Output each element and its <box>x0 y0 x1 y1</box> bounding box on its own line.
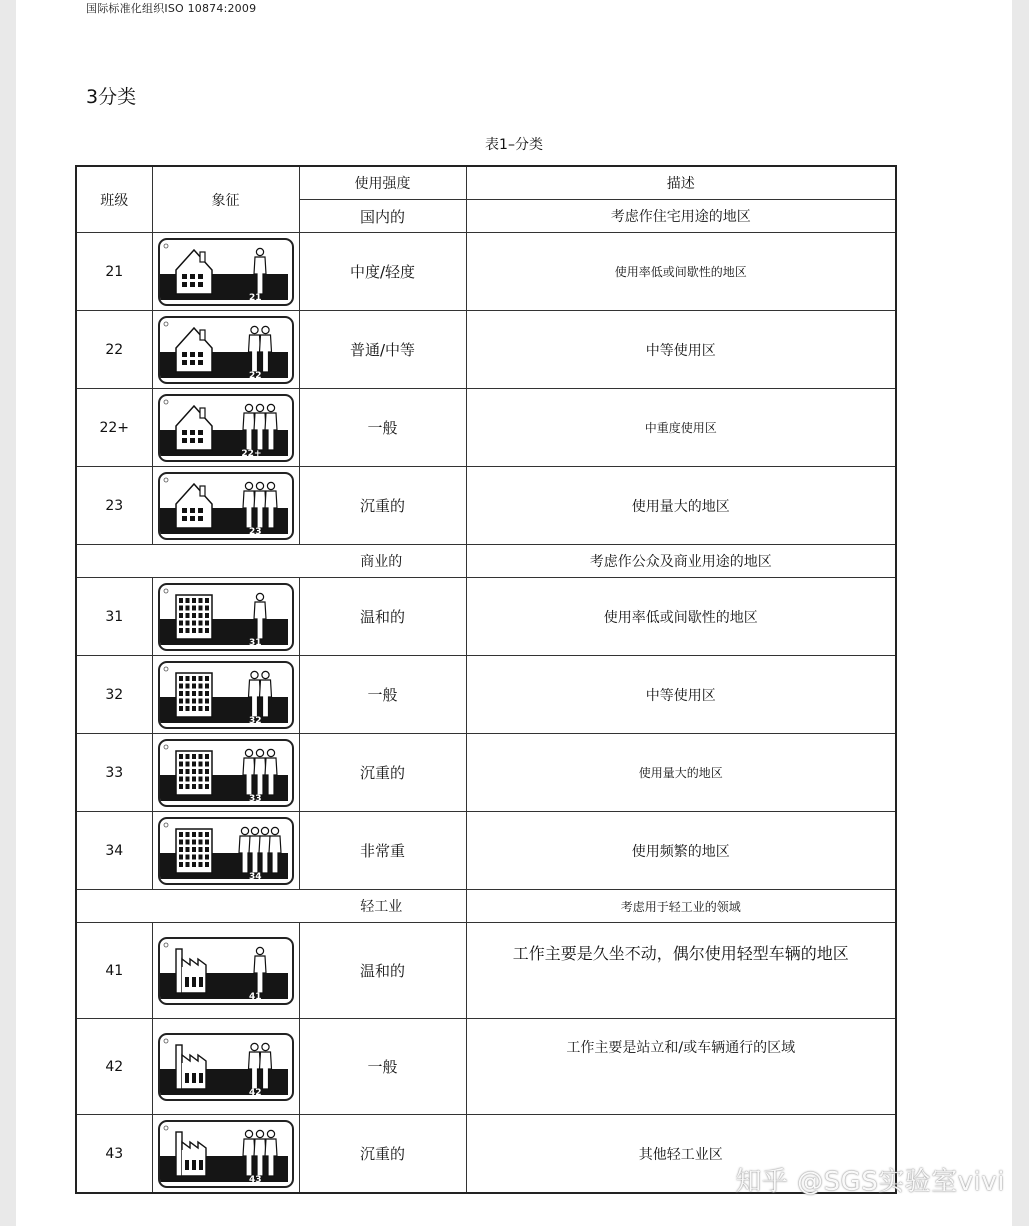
office-icon <box>176 829 212 873</box>
section-description: 考虑用于轻工业的领域 <box>466 890 896 923</box>
house-icon <box>176 484 212 528</box>
class-number: 23 <box>76 467 152 545</box>
table-row <box>76 389 896 467</box>
description: 使用频繁的地区 <box>466 812 896 890</box>
class-number: 22 <box>76 311 152 389</box>
class-number: 32 <box>76 656 152 734</box>
class-number: 43 <box>76 1115 152 1194</box>
classification-pictogram <box>160 585 288 645</box>
class-symbol <box>152 1019 299 1115</box>
section-intensity-label: 国内的 <box>299 200 466 233</box>
table-row <box>76 923 896 1019</box>
classification-pictogram <box>160 1035 288 1095</box>
class-symbol <box>152 311 299 389</box>
class-number: 42 <box>76 1019 152 1115</box>
corner-mark <box>164 667 168 671</box>
pictogram-class-number: 22+ <box>241 448 262 459</box>
section-title: 3分类 <box>86 86 137 108</box>
use-intensity: 温和的 <box>299 923 466 1019</box>
use-intensity: 一般 <box>299 1019 466 1115</box>
class-symbol <box>152 734 299 812</box>
use-intensity: 沉重的 <box>299 1115 466 1194</box>
header-symbol: 象征 <box>152 166 299 233</box>
table-row <box>76 578 896 656</box>
description: 工作主要是久坐不动，偶尔使用轻型车辆的地区 <box>466 923 896 1019</box>
class-symbol <box>152 389 299 467</box>
office-icon <box>176 673 212 717</box>
section-intensity-label: 轻工业 <box>76 890 466 923</box>
section-description: 考虑作公众及商业用途的地区 <box>466 545 896 578</box>
corner-mark <box>164 589 168 593</box>
house-icon <box>176 406 212 450</box>
factory-icon <box>176 949 206 993</box>
classification-pictogram <box>160 240 288 300</box>
classification-pictogram <box>160 663 288 723</box>
classification-pictogram <box>160 819 288 879</box>
class-number: 21 <box>76 233 152 311</box>
corner-mark <box>164 244 168 248</box>
office-icon <box>176 751 212 795</box>
factory-icon <box>176 1045 206 1089</box>
section-intensity-label: 商业的 <box>76 545 466 578</box>
class-symbol <box>152 656 299 734</box>
use-intensity: 普通/中等 <box>299 311 466 389</box>
header-class: 班级 <box>76 166 152 233</box>
description: 其他轻工业区 <box>466 1115 896 1194</box>
classification-pictogram <box>160 318 288 378</box>
corner-mark <box>164 1126 168 1130</box>
table-row <box>76 311 896 389</box>
class-symbol <box>152 1115 299 1194</box>
class-symbol <box>152 812 299 890</box>
pictogram-class-number: 31 <box>248 637 262 648</box>
class-symbol <box>152 233 299 311</box>
description: 中等使用区 <box>466 311 896 389</box>
house-icon <box>176 328 212 372</box>
class-number: 22+ <box>76 389 152 467</box>
section-description: 考虑作住宅用途的地区 <box>466 200 896 233</box>
description: 使用率低或间歇性的地区 <box>466 233 896 311</box>
class-number: 33 <box>76 734 152 812</box>
pictogram-class-number: 21 <box>248 292 262 303</box>
header-intensity: 使用强度 <box>299 166 466 200</box>
corner-mark <box>164 745 168 749</box>
use-intensity: 中度/轻度 <box>299 233 466 311</box>
description: 工作主要是站立和/或车辆通行的区域 <box>466 1019 896 1115</box>
corner-mark <box>164 400 168 404</box>
header-description: 描述 <box>466 166 896 200</box>
description: 中等使用区 <box>466 656 896 734</box>
class-symbol <box>152 923 299 1019</box>
section-row-industrial <box>76 890 896 923</box>
pictogram-class-number: 43 <box>248 1174 262 1185</box>
table-row <box>76 734 896 812</box>
use-intensity: 沉重的 <box>299 734 466 812</box>
pictogram-class-number: 41 <box>248 991 262 1002</box>
description: 使用量大的地区 <box>466 734 896 812</box>
standard-header: 国际标准化组织ISO 10874:2009 <box>86 2 257 15</box>
table-caption: 表1–分类 <box>485 137 543 153</box>
pictogram-class-number: 34 <box>248 871 262 882</box>
table-row <box>76 233 896 311</box>
pictogram-class-number: 42 <box>248 1087 262 1098</box>
class-symbol <box>152 578 299 656</box>
class-number: 31 <box>76 578 152 656</box>
pictogram-class-number: 22 <box>248 370 262 381</box>
classification-pictogram <box>160 939 288 999</box>
class-symbol <box>152 467 299 545</box>
watermark: 知乎 @SGS实验室vivi <box>735 1167 1005 1197</box>
pictogram-class-number: 32 <box>248 715 262 726</box>
corner-mark <box>164 823 168 827</box>
office-icon <box>176 595 212 639</box>
corner-mark <box>164 478 168 482</box>
classification-pictogram <box>160 396 288 456</box>
use-intensity: 一般 <box>299 656 466 734</box>
pictogram-class-number: 33 <box>248 793 262 804</box>
section-row-commercial <box>76 545 896 578</box>
use-intensity: 一般 <box>299 389 466 467</box>
classification-pictogram <box>160 474 288 534</box>
table-row <box>76 656 896 734</box>
table-row <box>76 812 896 890</box>
table-row <box>76 467 896 545</box>
pictogram-class-number: 23 <box>248 526 262 537</box>
use-intensity: 温和的 <box>299 578 466 656</box>
factory-icon <box>176 1132 206 1176</box>
class-number: 34 <box>76 812 152 890</box>
classification-pictogram <box>160 741 288 801</box>
description: 使用率低或间歇性的地区 <box>466 578 896 656</box>
description: 中重度使用区 <box>466 389 896 467</box>
classification-table <box>75 165 897 1194</box>
corner-mark <box>164 1039 168 1043</box>
classification-pictogram <box>160 1122 288 1182</box>
corner-mark <box>164 322 168 326</box>
class-number: 41 <box>76 923 152 1019</box>
description: 使用量大的地区 <box>466 467 896 545</box>
use-intensity: 非常重 <box>299 812 466 890</box>
house-icon <box>176 250 212 294</box>
use-intensity: 沉重的 <box>299 467 466 545</box>
table-row <box>76 1019 896 1115</box>
corner-mark <box>164 943 168 947</box>
